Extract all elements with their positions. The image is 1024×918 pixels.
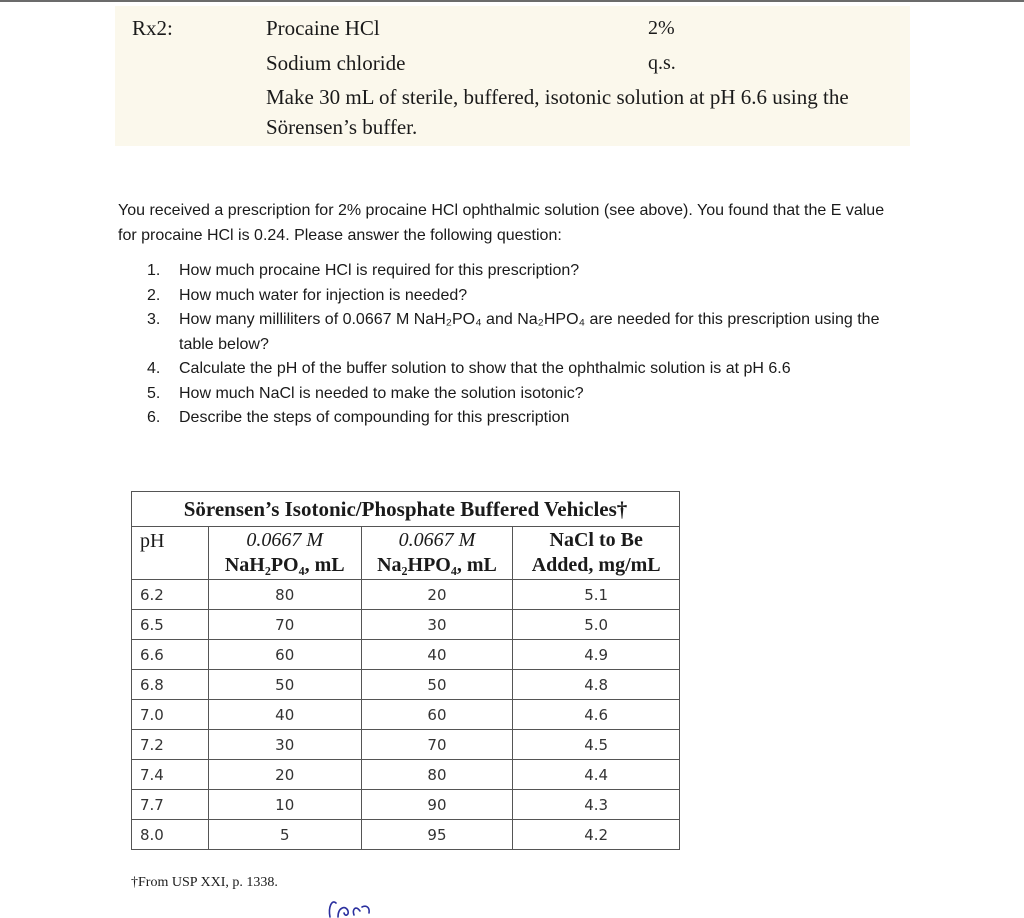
list-item: 6. Describe the steps of compounding for this prescription — [147, 409, 570, 426]
list-item: 1. How much procaine HCl is required for this prescription? — [147, 262, 580, 279]
prescription-box — [115, 6, 910, 146]
table-row: 7.2 30 70 4.5 — [132, 730, 680, 760]
list-item: 4. Calculate the pH of the buffer solution to show that the ophthalmic solution is at pH 6.6 — [147, 360, 791, 377]
list-item: 3. How many milliliters of 0.0667 M NaH₂PO₄ and Na₂HPO₄ are needed for this prescription using the table below? — [147, 311, 880, 353]
header-na2hpo4: 0.0667 M Na₂HPO₄, mL — [361, 527, 513, 580]
handwriting-scribble-icon — [320, 893, 380, 918]
header-ph: pH — [132, 527, 209, 580]
table-row: 7.0 40 60 4.6 — [132, 700, 680, 730]
question-list — [147, 259, 907, 431]
rx-label: Rx2: — [132, 16, 173, 40]
buffer-table — [131, 491, 680, 850]
header-nah2po4: 0.0667 M NaH₂PO₄, mL — [208, 527, 361, 580]
table-row: 8.0 5 95 4.2 — [132, 820, 680, 850]
table-row: 6.8 50 50 4.8 — [132, 670, 680, 700]
rx-ingredient-procaine: Procaine HCl — [266, 16, 380, 40]
rx-amount-nacl: q.s. — [648, 52, 676, 74]
list-item: 5. How much NaCl is needed to make the solution isotonic? — [147, 384, 584, 402]
table-row: 7.4 20 80 4.4 — [132, 760, 680, 790]
rx-amount-procaine: 2% — [648, 17, 675, 39]
table-title: Sörensen’s Isotonic/Phosphate Buffered Vehicles† — [132, 492, 680, 527]
list-item: 2. How much water for injection is needed? — [147, 286, 468, 304]
table-row: 7.7 10 90 4.3 — [132, 790, 680, 820]
rx-instruction-line2: Sörensen’s buffer. — [266, 115, 418, 139]
header-nacl: NaCl to Be Added, mg/mL — [513, 527, 680, 580]
intro-paragraph: You received a prescription for 2% procaine HCl ophthalmic solution (see above). You found that the E value for procaine HCl is 0.24. Please answer the following question: — [118, 202, 885, 244]
top-divider — [0, 0, 1024, 2]
table-row: 6.2 80 20 5.1 — [132, 580, 680, 610]
rx-ingredient-nacl: Sodium chloride — [266, 51, 406, 75]
table-footnote: †From USP XXI, p. 1338. — [131, 875, 278, 890]
table-row: 6.6 60 40 4.9 — [132, 640, 680, 670]
rx-instruction-line1: Make 30 mL of sterile, buffered, isotonic solution at pH 6.6 using the — [266, 85, 849, 109]
table-row: 6.5 70 30 5.0 — [132, 610, 680, 640]
